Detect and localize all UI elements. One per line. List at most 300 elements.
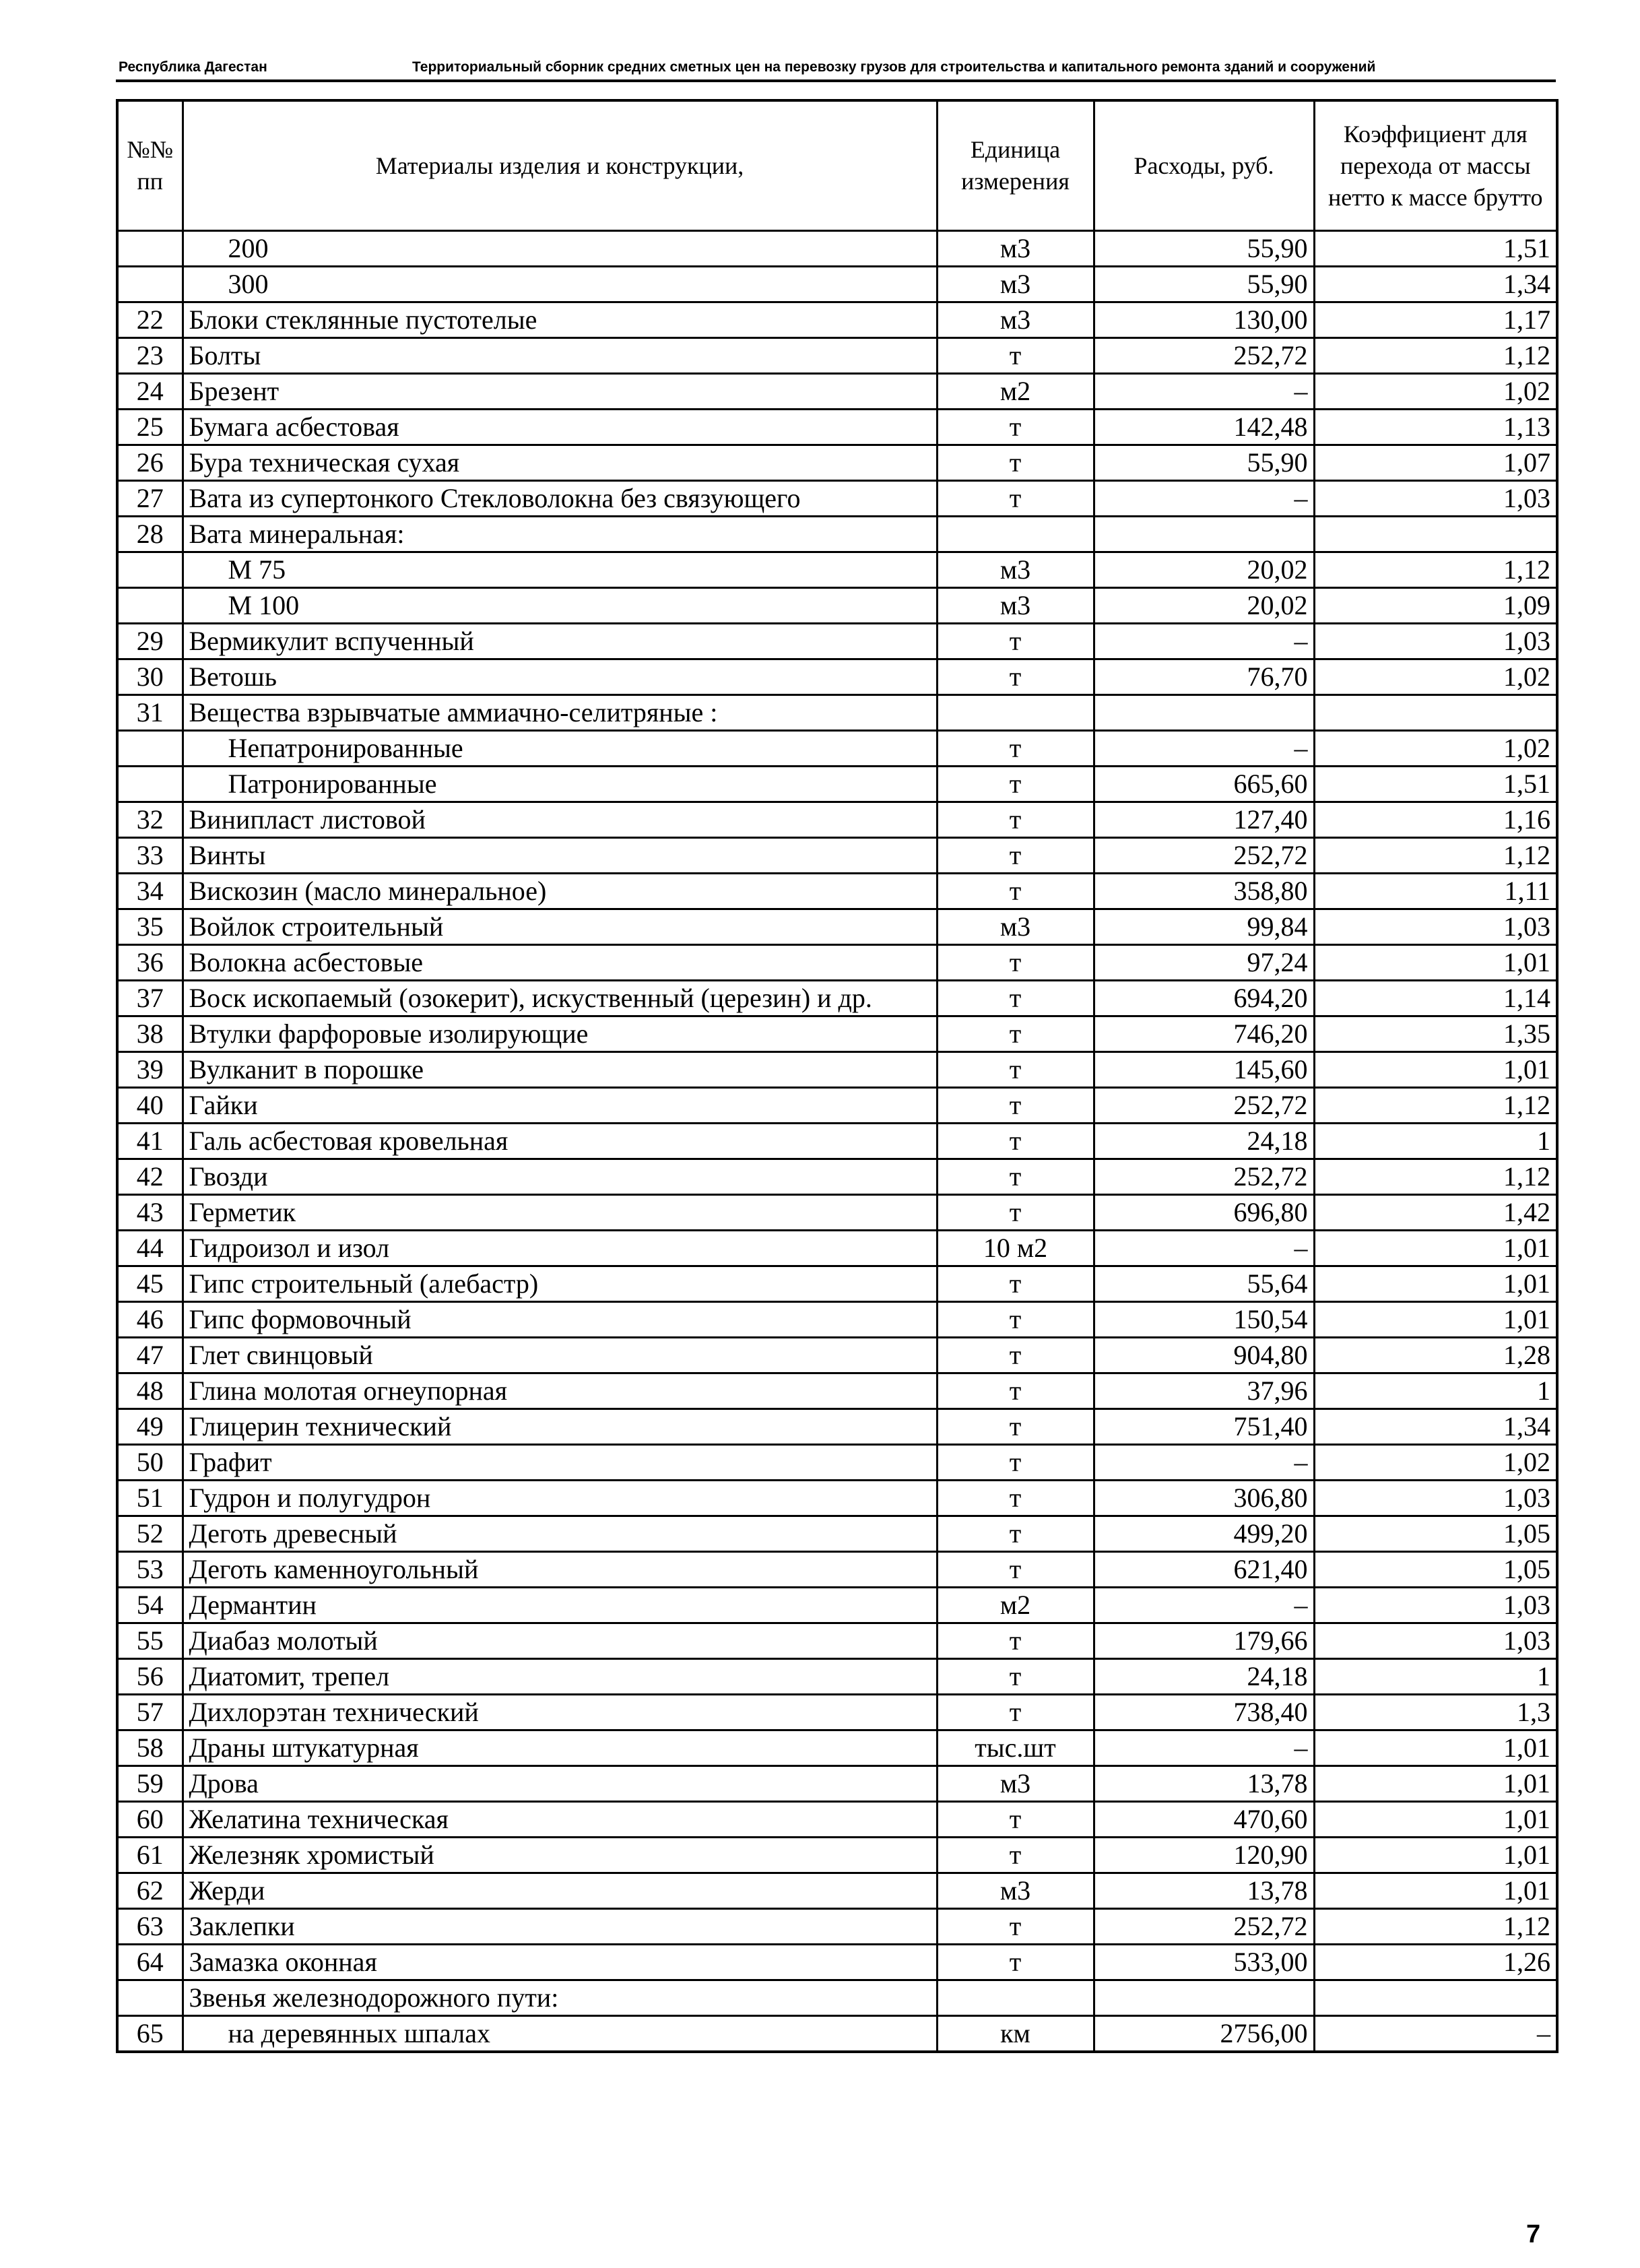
column-header-coef: Коэффициент для перехода от массы нетто к массе брутто (1314, 100, 1557, 231)
cell-material-name: Дрова (183, 1766, 937, 1802)
cell-row-number: 52 (117, 1516, 183, 1552)
cell-material-name: на деревянных шпалах (183, 2016, 937, 2052)
cell-coefficient: 1,51 (1314, 231, 1557, 267)
cell-unit: т (937, 1266, 1094, 1302)
cell-coefficient: 1,05 (1314, 1516, 1557, 1552)
page-number: 7 (1526, 2220, 1541, 2248)
table-row (117, 445, 1557, 481)
cell-unit: м3 (937, 1766, 1094, 1802)
table-row (117, 1659, 1557, 1695)
cell-coefficient: 1,13 (1314, 410, 1557, 445)
cell-material-name: Галь асбестовая кровельная (183, 1124, 937, 1159)
table-row (117, 1373, 1557, 1409)
cell-material-name: Бумага асбестовая (183, 410, 937, 445)
cell-coefficient: 1,09 (1314, 588, 1557, 624)
cell-unit: т (937, 1516, 1094, 1552)
cell-row-number (117, 767, 183, 802)
cell-coefficient: 1,16 (1314, 802, 1557, 838)
cell-cost (1094, 517, 1314, 552)
cell-unit: т (937, 1445, 1094, 1481)
table-row (117, 267, 1557, 302)
cell-cost: 55,90 (1094, 267, 1314, 302)
cell-unit: т (937, 1552, 1094, 1588)
cell-unit: т (937, 1373, 1094, 1409)
cell-unit: т (937, 1159, 1094, 1195)
cell-material-name: Войлок строительный (183, 909, 937, 945)
cell-material-name: Дермантин (183, 1588, 937, 1623)
cell-cost: 621,40 (1094, 1552, 1314, 1588)
cell-cost: 904,80 (1094, 1338, 1314, 1373)
cell-cost: 150,54 (1094, 1302, 1314, 1338)
cell-unit: км (937, 2016, 1094, 2052)
cell-coefficient: 1,02 (1314, 731, 1557, 767)
column-header-name: Материалы изделия и конструкции, (183, 100, 937, 231)
cell-unit: т (937, 1659, 1094, 1695)
cell-material-name: Звенья железнодорожного пути: (183, 1980, 937, 2016)
cell-material-name: Заклепки (183, 1909, 937, 1945)
cell-row-number: 42 (117, 1159, 183, 1195)
cell-row-number: 45 (117, 1266, 183, 1302)
table-row (117, 410, 1557, 445)
cell-unit: тыс.шт (937, 1730, 1094, 1766)
cell-cost: 252,72 (1094, 1159, 1314, 1195)
cell-material-name: Драны штукатурная (183, 1730, 937, 1766)
cell-material-name: Втулки фарфоровые изолирующие (183, 1016, 937, 1052)
cell-row-number: 64 (117, 1945, 183, 1980)
cell-coefficient: 1,01 (1314, 1873, 1557, 1909)
cell-row-number: 41 (117, 1124, 183, 1159)
cell-coefficient: 1,03 (1314, 481, 1557, 517)
table-row (117, 1802, 1557, 1838)
cell-material-name: Болты (183, 338, 937, 374)
cell-material-name: Глицерин технический (183, 1409, 937, 1445)
cell-unit: т (937, 1195, 1094, 1231)
cell-coefficient: 1,51 (1314, 767, 1557, 802)
cell-unit: т (937, 945, 1094, 981)
cell-row-number: 34 (117, 874, 183, 909)
cell-coefficient: 1,12 (1314, 1909, 1557, 1945)
header-title: Территориальный сборник средних сметных цен на перевозку грузов для строительства и капитального ремонта зданий и сооружений (412, 59, 1376, 75)
cell-unit: т (937, 1481, 1094, 1516)
table-row (117, 1980, 1557, 2016)
cell-material-name: Железняк хромистый (183, 1838, 937, 1873)
cell-material-name: Воск ископаемый (озокерит), искуственный (церезин) и др. (183, 981, 937, 1016)
cell-unit (937, 695, 1094, 731)
cell-material-name: Винипласт листовой (183, 802, 937, 838)
cell-row-number: 44 (117, 1231, 183, 1266)
cell-row-number: 49 (117, 1409, 183, 1445)
cell-material-name: Винты (183, 838, 937, 874)
cell-material-name: Патронированные (183, 767, 937, 802)
cell-cost: 751,40 (1094, 1409, 1314, 1445)
cell-row-number: 61 (117, 1838, 183, 1873)
table-row (117, 1195, 1557, 1231)
table-row (117, 1873, 1557, 1909)
cell-row-number: 53 (117, 1552, 183, 1588)
cell-cost: 24,18 (1094, 1124, 1314, 1159)
cell-cost: 97,24 (1094, 945, 1314, 981)
cell-material-name: Жерди (183, 1873, 937, 1909)
table-row (117, 1159, 1557, 1195)
cell-cost (1094, 1980, 1314, 2016)
cell-coefficient (1314, 517, 1557, 552)
cell-unit (937, 1980, 1094, 2016)
cell-row-number: 22 (117, 302, 183, 338)
cell-row-number: 57 (117, 1695, 183, 1730)
cell-unit: т (937, 1016, 1094, 1052)
cell-coefficient: 1,01 (1314, 1766, 1557, 1802)
cell-unit: м3 (937, 302, 1094, 338)
cell-unit: т (937, 1338, 1094, 1373)
cell-unit: т (937, 731, 1094, 767)
cell-coefficient: 1,01 (1314, 1231, 1557, 1266)
cell-material-name: Вермикулит вспученный (183, 624, 937, 659)
cell-coefficient: 1,26 (1314, 1945, 1557, 1980)
table-row (117, 1623, 1557, 1659)
table-row (117, 517, 1557, 552)
cell-coefficient: 1,11 (1314, 874, 1557, 909)
table-row (117, 1266, 1557, 1302)
table-row (117, 481, 1557, 517)
cell-row-number: 55 (117, 1623, 183, 1659)
cell-unit: т (937, 1409, 1094, 1445)
materials-table (116, 99, 1559, 2053)
table-row (117, 231, 1557, 267)
cell-row-number: 56 (117, 1659, 183, 1695)
cell-row-number: 26 (117, 445, 183, 481)
table-row (117, 1338, 1557, 1373)
table-row (117, 1945, 1557, 1980)
table-row (117, 338, 1557, 374)
cell-material-name: Глина молотая огнеупорная (183, 1373, 937, 1409)
column-header-cost: Расходы, руб. (1094, 100, 1314, 231)
cell-coefficient: 1,01 (1314, 1266, 1557, 1302)
cell-row-number: 33 (117, 838, 183, 874)
column-header-num: №№ пп (117, 100, 183, 231)
cell-coefficient: 1,12 (1314, 552, 1557, 588)
cell-cost: 499,20 (1094, 1516, 1314, 1552)
table-row (117, 1516, 1557, 1552)
cell-unit: т (937, 338, 1094, 374)
cell-row-number: 32 (117, 802, 183, 838)
cell-cost: 665,60 (1094, 767, 1314, 802)
cell-coefficient: 1,02 (1314, 659, 1557, 695)
cell-row-number (117, 267, 183, 302)
cell-unit: т (937, 838, 1094, 874)
header-region: Республика Дагестан (119, 59, 267, 75)
cell-row-number: 29 (117, 624, 183, 659)
cell-cost: 358,80 (1094, 874, 1314, 909)
table-row (117, 1052, 1557, 1088)
cell-row-number: 27 (117, 481, 183, 517)
cell-cost: 20,02 (1094, 588, 1314, 624)
cell-material-name: Гипс формовочный (183, 1302, 937, 1338)
cell-cost: 55,90 (1094, 231, 1314, 267)
cell-cost: 746,20 (1094, 1016, 1314, 1052)
table-row (117, 945, 1557, 981)
cell-row-number: 62 (117, 1873, 183, 1909)
cell-cost: 37,96 (1094, 1373, 1314, 1409)
cell-material-name: Гипс строительный (алебастр) (183, 1266, 937, 1302)
cell-row-number (117, 731, 183, 767)
cell-coefficient: 1,14 (1314, 981, 1557, 1016)
cell-cost: 142,48 (1094, 410, 1314, 445)
cell-row-number: 40 (117, 1088, 183, 1124)
cell-cost: 13,78 (1094, 1873, 1314, 1909)
cell-cost: 694,20 (1094, 981, 1314, 1016)
cell-coefficient: 1,05 (1314, 1552, 1557, 1588)
table-row (117, 1909, 1557, 1945)
cell-unit: м3 (937, 1873, 1094, 1909)
cell-material-name: Графит (183, 1445, 937, 1481)
cell-unit: м3 (937, 552, 1094, 588)
cell-cost: 2756,00 (1094, 2016, 1314, 2052)
cell-coefficient: – (1314, 2016, 1557, 2052)
cell-coefficient (1314, 695, 1557, 731)
table-row (117, 838, 1557, 874)
cell-row-number: 23 (117, 338, 183, 374)
cell-row-number: 50 (117, 1445, 183, 1481)
table-row (117, 1838, 1557, 1873)
table-row (117, 802, 1557, 838)
cell-cost: – (1094, 624, 1314, 659)
cell-cost: – (1094, 1730, 1314, 1766)
cell-cost: 99,84 (1094, 909, 1314, 945)
cell-row-number: 35 (117, 909, 183, 945)
cell-material-name: Вата из супертонкого Стекловолокна без связующего (183, 481, 937, 517)
cell-unit: т (937, 1909, 1094, 1945)
cell-row-number: 48 (117, 1373, 183, 1409)
table-row (117, 1730, 1557, 1766)
cell-unit: т (937, 1302, 1094, 1338)
cell-cost: – (1094, 731, 1314, 767)
cell-cost: 20,02 (1094, 552, 1314, 588)
cell-material-name: Гвозди (183, 1159, 937, 1195)
cell-cost: – (1094, 481, 1314, 517)
cell-row-number: 65 (117, 2016, 183, 2052)
cell-material-name: Гайки (183, 1088, 937, 1124)
cell-material-name: Блоки стеклянные пустотелые (183, 302, 937, 338)
cell-unit: м3 (937, 909, 1094, 945)
cell-unit: т (937, 981, 1094, 1016)
cell-material-name: Герметик (183, 1195, 937, 1231)
table-row (117, 659, 1557, 695)
table-row (117, 874, 1557, 909)
cell-unit: т (937, 1695, 1094, 1730)
cell-cost (1094, 695, 1314, 731)
cell-material-name: Замазка оконная (183, 1945, 937, 1980)
cell-cost: 76,70 (1094, 659, 1314, 695)
cell-material-name: Вискозин (масло минеральное) (183, 874, 937, 909)
cell-material-name: Диабаз молотый (183, 1623, 937, 1659)
cell-material-name: Непатронированные (183, 731, 937, 767)
cell-unit: т (937, 1623, 1094, 1659)
cell-unit: т (937, 767, 1094, 802)
cell-cost: 120,90 (1094, 1838, 1314, 1873)
cell-row-number: 36 (117, 945, 183, 981)
cell-coefficient: 1,01 (1314, 945, 1557, 981)
cell-row-number: 28 (117, 517, 183, 552)
cell-unit: т (937, 481, 1094, 517)
cell-material-name: Диатомит, трепел (183, 1659, 937, 1695)
cell-row-number: 25 (117, 410, 183, 445)
cell-cost: 306,80 (1094, 1481, 1314, 1516)
cell-cost: – (1094, 1231, 1314, 1266)
cell-unit: т (937, 802, 1094, 838)
cell-material-name: Бура техническая сухая (183, 445, 937, 481)
cell-unit: т (937, 410, 1094, 445)
cell-material-name: Гудрон и полугудрон (183, 1481, 937, 1516)
table-row (117, 1231, 1557, 1266)
cell-coefficient: 1,03 (1314, 1588, 1557, 1623)
cell-cost: 130,00 (1094, 302, 1314, 338)
cell-coefficient: 1,34 (1314, 1409, 1557, 1445)
cell-material-name: Деготь древесный (183, 1516, 937, 1552)
cell-unit: т (937, 445, 1094, 481)
cell-row-number (117, 588, 183, 624)
cell-coefficient: 1,07 (1314, 445, 1557, 481)
cell-cost: 145,60 (1094, 1052, 1314, 1088)
cell-unit: т (937, 874, 1094, 909)
table-row (117, 909, 1557, 945)
cell-row-number: 24 (117, 374, 183, 410)
cell-material-name: Деготь каменноугольный (183, 1552, 937, 1588)
table-row (117, 1088, 1557, 1124)
cell-row-number (117, 552, 183, 588)
cell-material-name: Ветошь (183, 659, 937, 695)
cell-row-number: 59 (117, 1766, 183, 1802)
cell-coefficient: 1,01 (1314, 1730, 1557, 1766)
cell-material-name: Вулканит в порошке (183, 1052, 937, 1088)
cell-cost: – (1094, 374, 1314, 410)
cell-cost: 470,60 (1094, 1802, 1314, 1838)
cell-material-name: Волокна асбестовые (183, 945, 937, 981)
cell-material-name: Брезент (183, 374, 937, 410)
cell-row-number: 31 (117, 695, 183, 731)
cell-cost: 127,40 (1094, 802, 1314, 838)
cell-unit: т (937, 624, 1094, 659)
cell-cost: 696,80 (1094, 1195, 1314, 1231)
cell-cost: 55,90 (1094, 445, 1314, 481)
cell-cost: – (1094, 1445, 1314, 1481)
cell-material-name: Глет свинцовый (183, 1338, 937, 1373)
table-row (117, 624, 1557, 659)
cell-row-number: 37 (117, 981, 183, 1016)
cell-unit: т (937, 1838, 1094, 1873)
table-row (117, 588, 1557, 624)
cell-cost: 252,72 (1094, 1909, 1314, 1945)
cell-material-name: М 75 (183, 552, 937, 588)
cell-coefficient: 1 (1314, 1373, 1557, 1409)
cell-cost: 738,40 (1094, 1695, 1314, 1730)
cell-material-name: М 100 (183, 588, 937, 624)
cell-unit: м3 (937, 267, 1094, 302)
cell-coefficient: 1,3 (1314, 1695, 1557, 1730)
table-body (117, 231, 1557, 2052)
table-row (117, 1552, 1557, 1588)
cell-unit: т (937, 659, 1094, 695)
cell-material-name: Дихлорэтан технический (183, 1695, 937, 1730)
cell-unit: т (937, 1052, 1094, 1088)
table-row (117, 552, 1557, 588)
cell-unit: м2 (937, 374, 1094, 410)
cell-row-number: 58 (117, 1730, 183, 1766)
cell-cost: 252,72 (1094, 1088, 1314, 1124)
table-row (117, 1588, 1557, 1623)
cell-coefficient: 1,12 (1314, 838, 1557, 874)
cell-coefficient: 1,34 (1314, 267, 1557, 302)
cell-cost: – (1094, 1588, 1314, 1623)
cell-coefficient: 1,01 (1314, 1802, 1557, 1838)
cell-coefficient: 1,01 (1314, 1302, 1557, 1338)
table-row (117, 1409, 1557, 1445)
cell-unit: 10 м2 (937, 1231, 1094, 1266)
cell-coefficient (1314, 1980, 1557, 2016)
table-row (117, 1302, 1557, 1338)
cell-row-number: 60 (117, 1802, 183, 1838)
cell-material-name: 300 (183, 267, 937, 302)
cell-coefficient: 1,03 (1314, 1481, 1557, 1516)
cell-row-number: 38 (117, 1016, 183, 1052)
cell-coefficient: 1,02 (1314, 374, 1557, 410)
cell-row-number: 63 (117, 1909, 183, 1945)
cell-row-number: 51 (117, 1481, 183, 1516)
cell-coefficient: 1,02 (1314, 1445, 1557, 1481)
cell-material-name: Гидроизол и изол (183, 1231, 937, 1266)
cell-row-number: 47 (117, 1338, 183, 1373)
table-row (117, 1695, 1557, 1730)
cell-coefficient: 1,42 (1314, 1195, 1557, 1231)
table-row (117, 2016, 1557, 2052)
cell-unit: т (937, 1088, 1094, 1124)
header-divider (116, 79, 1556, 82)
cell-unit: м3 (937, 588, 1094, 624)
cell-cost: 252,72 (1094, 838, 1314, 874)
cell-coefficient: 1,28 (1314, 1338, 1557, 1373)
cell-material-name: Вата минеральная: (183, 517, 937, 552)
cell-unit: м2 (937, 1588, 1094, 1623)
cell-coefficient: 1,01 (1314, 1838, 1557, 1873)
cell-row-number: 54 (117, 1588, 183, 1623)
cell-cost: 179,66 (1094, 1623, 1314, 1659)
table-row (117, 1016, 1557, 1052)
cell-cost: 13,78 (1094, 1766, 1314, 1802)
cell-coefficient: 1,35 (1314, 1016, 1557, 1052)
table-row (117, 981, 1557, 1016)
cell-coefficient: 1 (1314, 1124, 1557, 1159)
cell-coefficient: 1,03 (1314, 1623, 1557, 1659)
cell-unit (937, 517, 1094, 552)
cell-cost: 55,64 (1094, 1266, 1314, 1302)
cell-coefficient: 1,03 (1314, 909, 1557, 945)
table-row (117, 1124, 1557, 1159)
table-row (117, 1445, 1557, 1481)
cell-cost: 252,72 (1094, 338, 1314, 374)
cell-cost: 533,00 (1094, 1945, 1314, 1980)
cell-unit: т (937, 1945, 1094, 1980)
cell-cost: 24,18 (1094, 1659, 1314, 1695)
table-row (117, 1766, 1557, 1802)
cell-row-number (117, 1980, 183, 2016)
cell-coefficient: 1,03 (1314, 624, 1557, 659)
table-row (117, 374, 1557, 410)
column-header-unit: Единица измерения (937, 100, 1094, 231)
cell-unit: м3 (937, 231, 1094, 267)
cell-coefficient: 1,12 (1314, 1088, 1557, 1124)
table-header-row (117, 100, 1557, 231)
table-row (117, 302, 1557, 338)
cell-unit: т (937, 1124, 1094, 1159)
